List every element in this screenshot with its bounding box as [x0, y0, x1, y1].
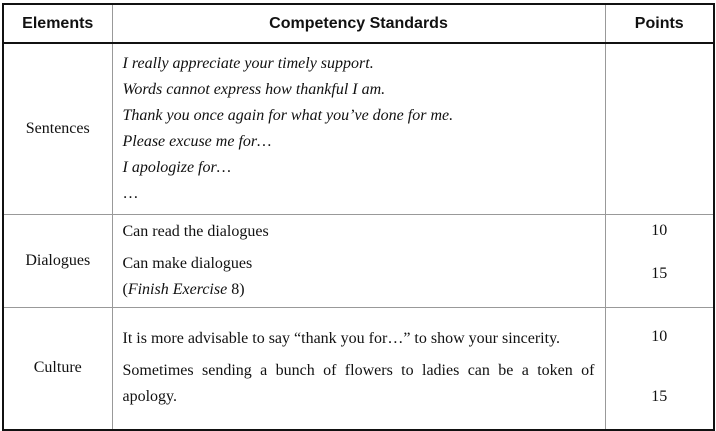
row-sentences: [3, 43, 714, 214]
sentence-line: …: [122, 184, 139, 202]
element-sentences: Sentences: [3, 43, 112, 214]
exercise-label: Finish Exercise: [127, 280, 228, 298]
culture-item-thanks: It is more advisable to say “thank you for…” to show your sincerity.: [122, 330, 561, 347]
points-sentences: [605, 43, 714, 214]
row-dialogues: [3, 214, 714, 307]
sentence-line: Thank you once again for what you’ve done for me.: [122, 106, 454, 124]
standards-sentences: [112, 43, 605, 214]
points-dialogues-make: 15: [651, 265, 668, 282]
header-points: Points: [605, 4, 714, 43]
sentence-line: I really appreciate your timely support.: [122, 54, 374, 72]
points-culture-flowers: 15: [651, 387, 668, 405]
header-row: [3, 4, 714, 43]
dialogue-line-read: Can read the dialogues: [122, 222, 269, 240]
points-culture-thanks: 10: [651, 327, 668, 345]
element-culture: Culture: [3, 307, 112, 430]
standards-dialogues: [112, 214, 605, 307]
header-elements: Elements: [3, 4, 112, 43]
exercise-paren-open: (: [122, 280, 128, 298]
dialogue-line-make: Can make dialogues: [122, 254, 253, 272]
sentence-line: Please excuse me for…: [122, 132, 272, 150]
culture-item-flowers: Sometimes sending a bunch of flowers to ladies can be a token of apology.: [122, 362, 595, 405]
row-culture: [3, 307, 714, 430]
points-culture: [605, 307, 714, 430]
sentence-line: I apologize for…: [122, 158, 231, 176]
exercise-number: 8): [227, 280, 245, 298]
standards-culture: [112, 307, 605, 430]
competency-table: [2, 3, 715, 431]
points-dialogues-read: 10: [651, 222, 668, 239]
dialogue-line-exercise: [113, 277, 605, 303]
element-dialogues: Dialogues: [3, 214, 112, 307]
points-dialogues: [605, 214, 714, 307]
header-standards: Competency Standards: [112, 4, 605, 43]
sentence-line: Words cannot express how thankful I am.: [122, 80, 386, 98]
